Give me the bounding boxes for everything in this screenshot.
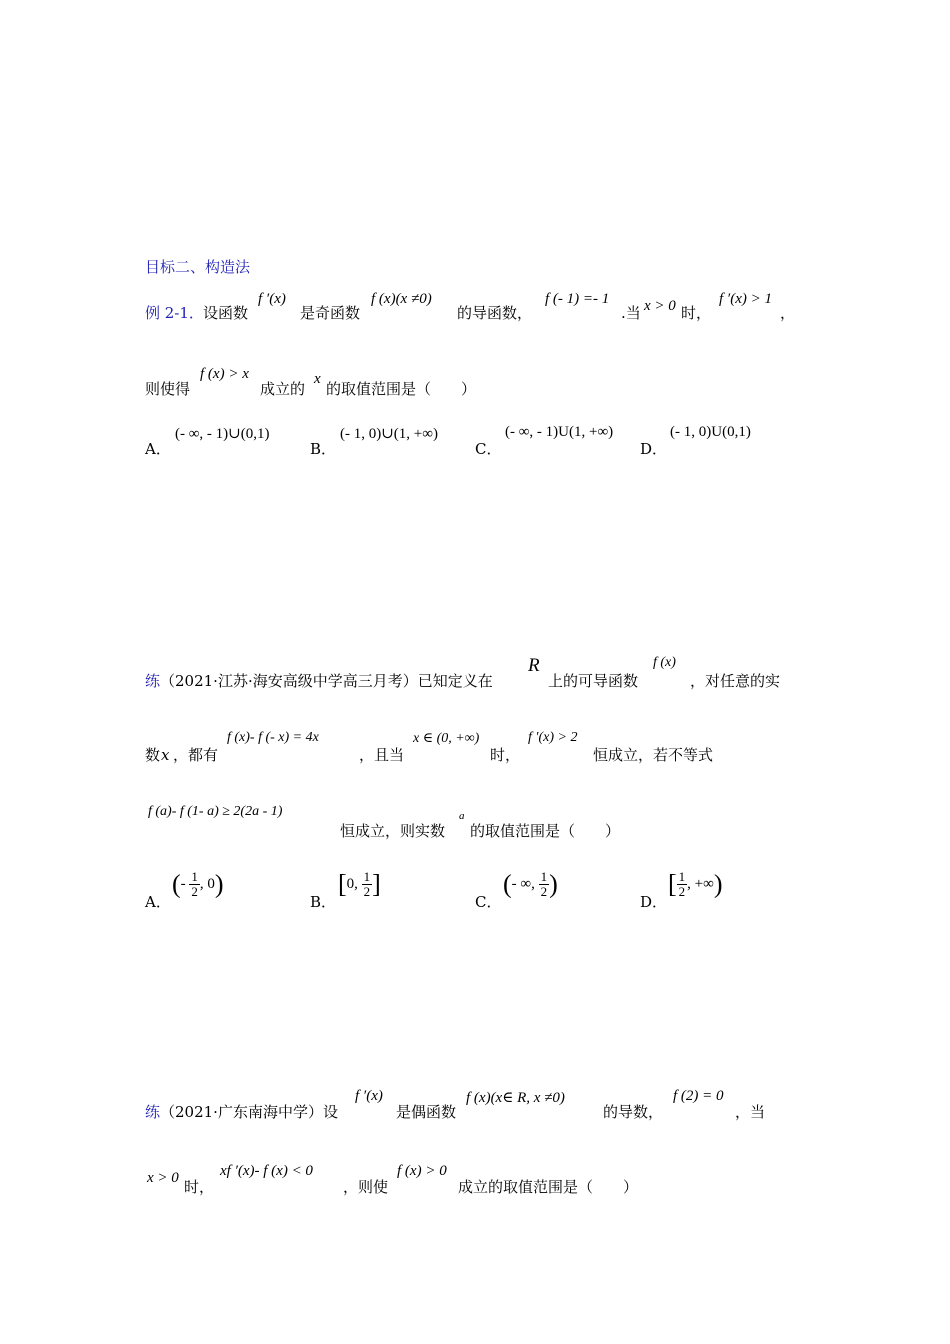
option-b-value: [0, $\frac{1}{2}$ ] [338,869,381,899]
text: 的导函数， [457,304,533,322]
option-b-value: (- 1, 0)∪(1, +∞) [340,426,438,442]
option-c-label: C． [475,893,502,911]
exercise-label: 练 [145,1103,161,1121]
text: 是偶函数 [396,1103,457,1121]
math-fprime: f ′(x) [258,291,286,307]
math-fx: f (x) [653,655,676,670]
text: 数 [145,746,161,764]
math-ineq: f (x) > 0 [397,1163,447,1179]
option-d-value: [ $\frac{1}{2}$ , +∞) [668,869,723,899]
math-x: x [314,371,321,387]
math-cond1: f (2) = 0 [673,1088,724,1104]
exercise-label: 练 [145,672,161,690]
example-label: 例 2-1． [145,304,204,322]
option-a-label: A． [145,440,171,458]
math-eq: f (x)- f (- x) = 4x [227,730,319,745]
math-ineq: f (a)- f (1- a) ≥ 2(2a - 1) [148,804,283,819]
option-d-label: D． [640,893,668,911]
option-c-value: (- ∞, - 1)U(1, +∞) [505,424,614,440]
math-a: a [459,810,465,822]
text: 成立的 [260,380,306,398]
text: 时， [490,746,521,764]
math-R: R [528,655,540,676]
text: 恒成立，则实数 [340,822,446,840]
option-a-value: (- ∞, - 1)∪(0,1) [175,426,270,442]
section-heading: 目标二、构造法 [145,258,251,276]
option-a-label: A． [145,893,171,911]
option-d-value: (- 1, 0)U(0,1) [670,424,751,440]
text: 时， [681,304,712,322]
math-cond2: x > 0 [644,298,676,314]
math-cond3: xf ′(x)- f (x) < 0 [220,1163,313,1179]
math-domain: x ∈ (0, +∞) [413,731,480,746]
text: ，且当 [359,746,405,764]
math-fdef: f (x)(x ≠0) [371,291,432,307]
text: ，当 [735,1103,766,1121]
fraction: $\frac{1}{2}$ [191,869,198,899]
math-cond2: x > 0 [147,1170,179,1186]
text: 恒成立，若不等式 [593,746,714,764]
text: 是奇函数 [300,304,361,322]
text: .当 [621,304,641,322]
math-cond3: f ′(x) > 1 [719,291,772,307]
math-x: x [161,746,170,764]
text: 设函数 [203,304,249,322]
text: （2021·江苏·海安高级中学高三月考）已知定义在 [160,672,493,690]
text: 的取值范围是（ ） [470,822,621,840]
math-deriv: f ′(x) > 2 [528,730,578,745]
fraction: $\frac{1}{2}$ [363,869,371,899]
text: （2021·广东南海中学）设 [160,1103,338,1121]
text: 上的可导函数 [548,672,639,690]
option-a-value: (- $\frac{1}{2}$ , 0) [172,869,224,899]
text: 的取值范围是（ ） [326,380,477,398]
text: ， [780,304,796,322]
fraction: $\frac{1}{2}$ [540,869,548,899]
math-ineq: f (x) > x [200,366,249,382]
math-cond1: f (- 1) =- 1 [545,291,610,307]
text: ，都有 [173,746,219,764]
option-c-label: C． [475,440,502,458]
option-b-label: B． [310,440,337,458]
text: 则使得 [145,380,191,398]
text: 成立的取值范围是（ ） [458,1178,639,1196]
text: ，对任意的实 [690,672,781,690]
math-fdef: f (x)(x∈ R, x ≠0) [466,1090,565,1106]
text: ，则使 [343,1178,389,1196]
option-b-label: B． [310,893,337,911]
math-fprime: f ′(x) [355,1088,383,1104]
fraction: $\frac{1}{2}$ [678,869,686,899]
text: 的导数， [603,1103,664,1121]
option-d-label: D． [640,440,668,458]
text: 时， [184,1178,215,1196]
option-c-value: (- ∞, $\frac{1}{2}$ ) [503,869,558,899]
